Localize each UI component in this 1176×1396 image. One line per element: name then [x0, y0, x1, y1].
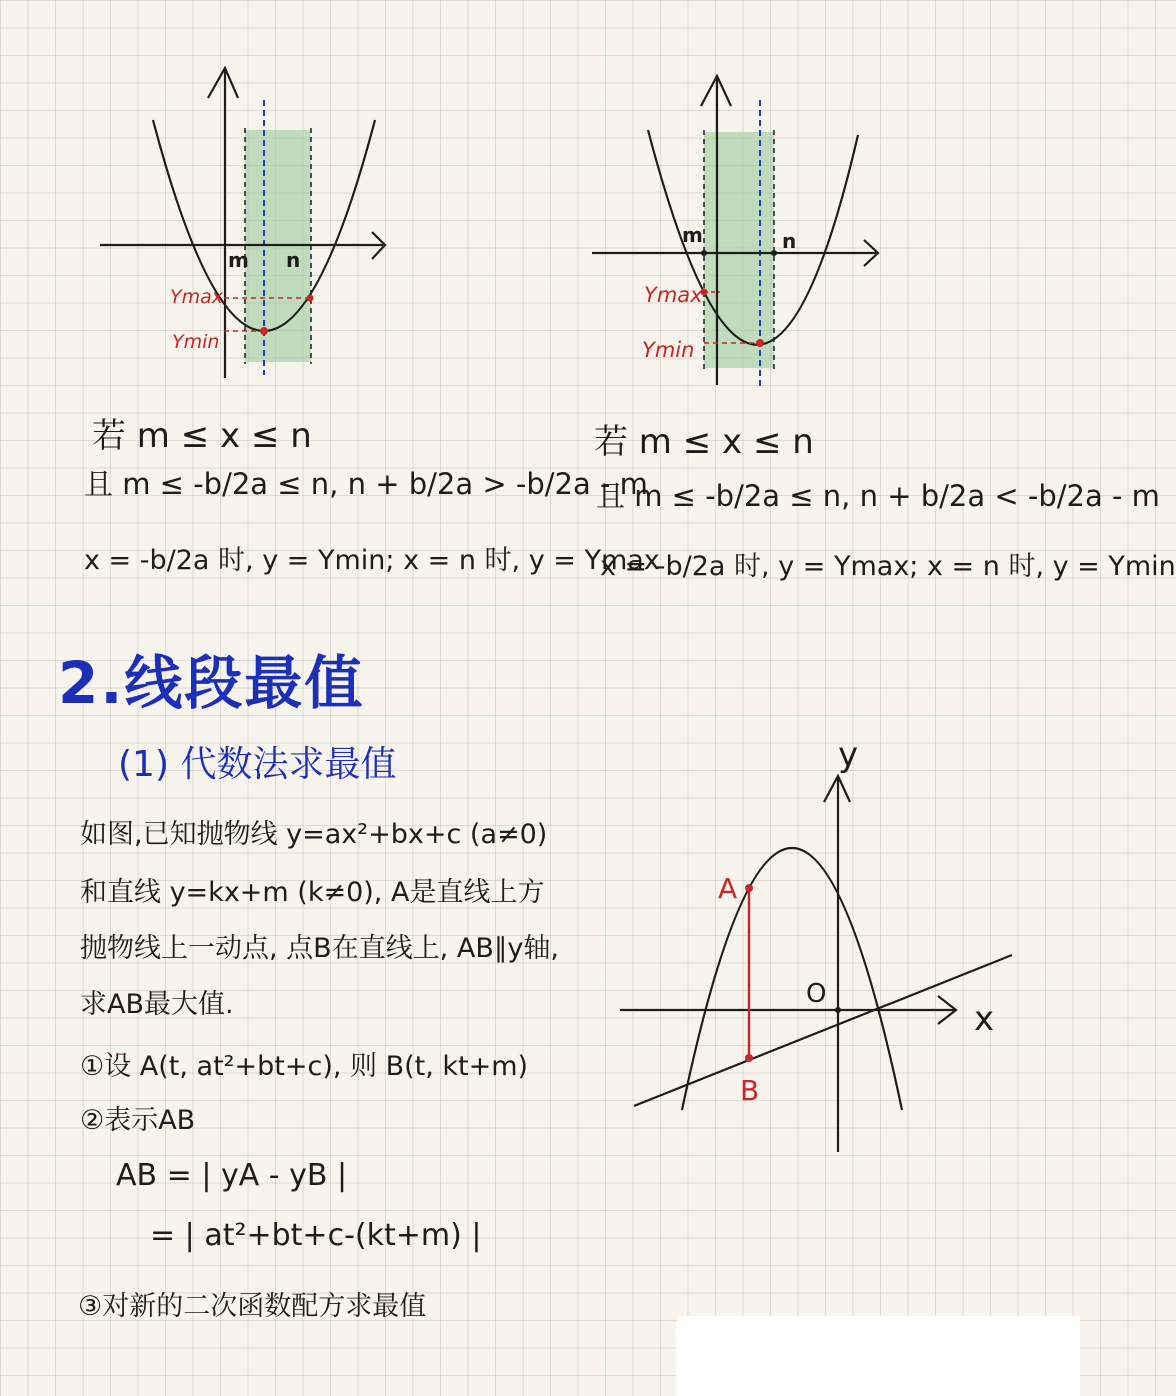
straight-line [634, 955, 1012, 1106]
step-1: ①设 A(t, at²+bt+c), 则 B(t, kt+m) [80, 1051, 529, 1082]
case1-result: x = -b/2a 时, y = Ymin; x = n 时, y = Ymax [84, 545, 660, 576]
step-2: ②表示AB [80, 1105, 196, 1136]
label-m: m [228, 248, 249, 272]
step-3: ③对新的二次函数配方求最值 [78, 1291, 427, 1322]
equation-2: = | at²+bt+c-(kt+m) | [150, 1218, 482, 1253]
label-b: B [740, 1074, 760, 1107]
origin-point [835, 1007, 841, 1013]
label-ymin: Ymin [172, 331, 220, 353]
label-ymax: Ymax [644, 283, 703, 307]
parabola [682, 848, 902, 1110]
white-patch [676, 1316, 1080, 1396]
label-ymax: Ymax [170, 286, 224, 308]
label-y: y [838, 735, 859, 775]
case1-condition: 若 m ≤ x ≤ n [92, 416, 312, 456]
point-a [745, 884, 753, 892]
case2-formula: 且 m ≤ -b/2a ≤ n, n + b/2a < -b/2a - m [596, 479, 1160, 513]
problem-line-4: 求AB最大值. [80, 989, 234, 1020]
section-subtitle: (1) 代数法求最值 [118, 744, 397, 785]
label-o: O [806, 979, 827, 1009]
label-x: x [974, 999, 995, 1039]
problem-line-3: 抛物线上一动点, 点B在直线上, AB∥y轴, [80, 933, 559, 964]
point-b [745, 1054, 753, 1062]
label-ymin: Ymin [642, 338, 695, 362]
case2-result: x = -b/2a 时, y = Ymax; x = n 时, y = Ymin [600, 551, 1176, 582]
case1-formula: 且 m ≤ -b/2a ≤ n, n + b/2a > -b/2a - m [84, 467, 648, 501]
case2-condition: 若 m ≤ x ≤ n [594, 422, 814, 462]
problem-line-2: 和直线 y=kx+m (k≠0), A是直线上方 [80, 877, 545, 908]
label-n: n [782, 229, 797, 253]
label-m: m [682, 223, 703, 247]
problem-line-1: 如图,已知抛物线 y=ax²+bx+c (a≠0) [80, 819, 548, 850]
equation-1: AB = | yA - yB | [116, 1158, 348, 1193]
label-n: n [286, 248, 301, 272]
section-title: 2.线段最值 [58, 649, 365, 717]
label-a: A [718, 872, 738, 905]
